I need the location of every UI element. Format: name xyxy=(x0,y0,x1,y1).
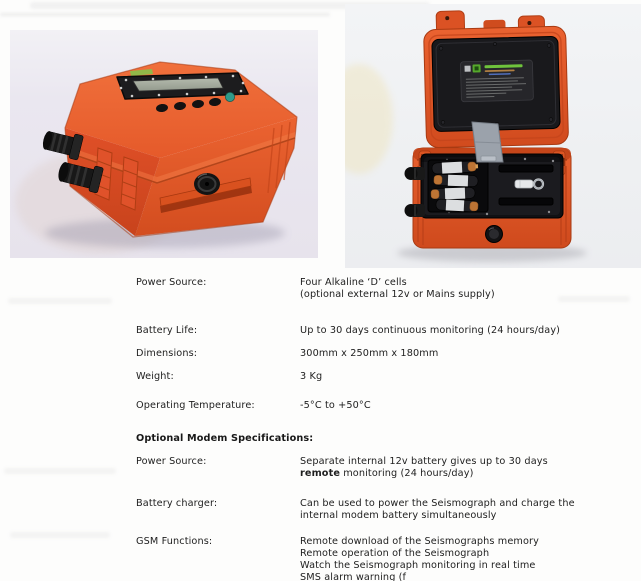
spec-value: Separate internal 12v battery gives up to 30 days remote monitoring (24 hours/day) xyxy=(300,456,548,479)
spec-value: 3 Kg xyxy=(300,371,323,382)
spec-label: Weight: xyxy=(136,371,174,382)
spec-label: Power Source: xyxy=(136,277,207,288)
spec-row xyxy=(136,536,539,581)
spec-row xyxy=(136,277,495,301)
spec-label: Operating Temperature: xyxy=(136,400,255,411)
spec-label: Battery charger: xyxy=(136,498,218,509)
spec-row xyxy=(136,456,548,480)
spec-label: Dimensions: xyxy=(136,348,198,359)
spec-row xyxy=(136,400,371,412)
spec-row xyxy=(136,498,575,522)
spec-value: Up to 30 days continuous monitoring (24 hours/day) xyxy=(300,325,561,336)
spec-row xyxy=(136,371,322,383)
spec-value: -5°C to +50°C xyxy=(300,400,371,411)
spec-value: 300mm x 250mm x 180mm xyxy=(300,348,439,359)
modem-specs-heading: Optional Modem Specifications: xyxy=(136,433,314,444)
spec-row xyxy=(136,325,560,337)
spec-label: Battery Life: xyxy=(136,325,198,336)
spec-row xyxy=(136,348,438,360)
spec-label: GSM Functions: xyxy=(136,536,213,547)
spec-value: Four Alkaline ‘D’ cells (optional external 12v or Mains supply) xyxy=(300,277,495,300)
spec-value: Remote download of the Seismographs memory Remote operation of the Seismograph Watch the Seismograph monitoring in real time SMS alarm warning (f xyxy=(300,536,539,581)
spec-value: Can be used to power the Seismograph and charge the internal modem battery simultaneously xyxy=(300,498,575,521)
spec-label: Power Source: xyxy=(136,456,207,467)
